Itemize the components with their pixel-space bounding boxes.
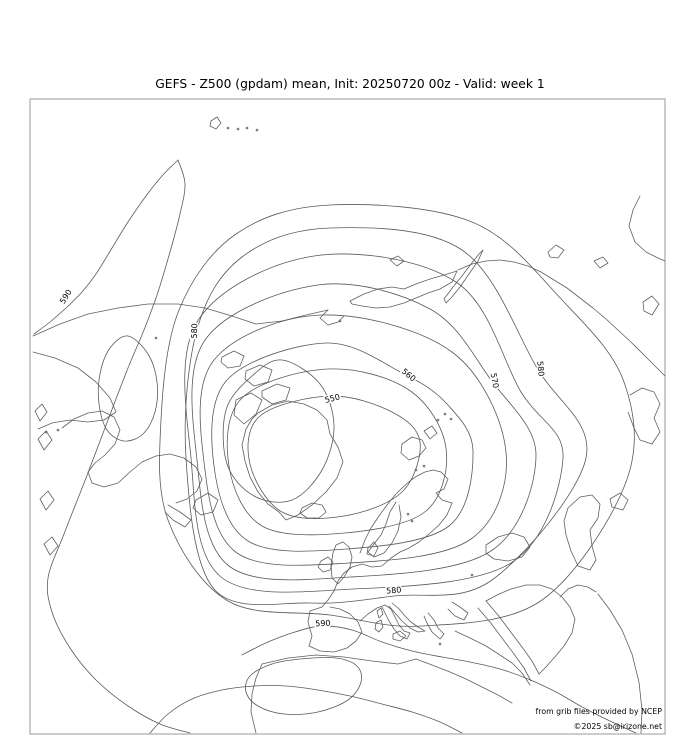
contour-label-590: 590 [58, 287, 74, 306]
chart-title: GEFS - Z500 (gpdam) mean, Init: 20250720 00z - Valid: week 1 [155, 77, 545, 91]
contour-label-570: 570 [488, 372, 501, 389]
contour-label-580: 580 [189, 323, 200, 339]
credit-copyright: ©2025 sb@irizone.net [573, 722, 662, 731]
contour-label-550: 550 [323, 392, 341, 405]
contour-label-560: 560 [399, 366, 418, 384]
credit-source: from grib files provided by NCEP [535, 707, 662, 716]
contour-label-590: 590 [315, 618, 331, 629]
contour-label-580: 580 [385, 585, 402, 596]
contour-label-580: 580 [535, 360, 546, 377]
